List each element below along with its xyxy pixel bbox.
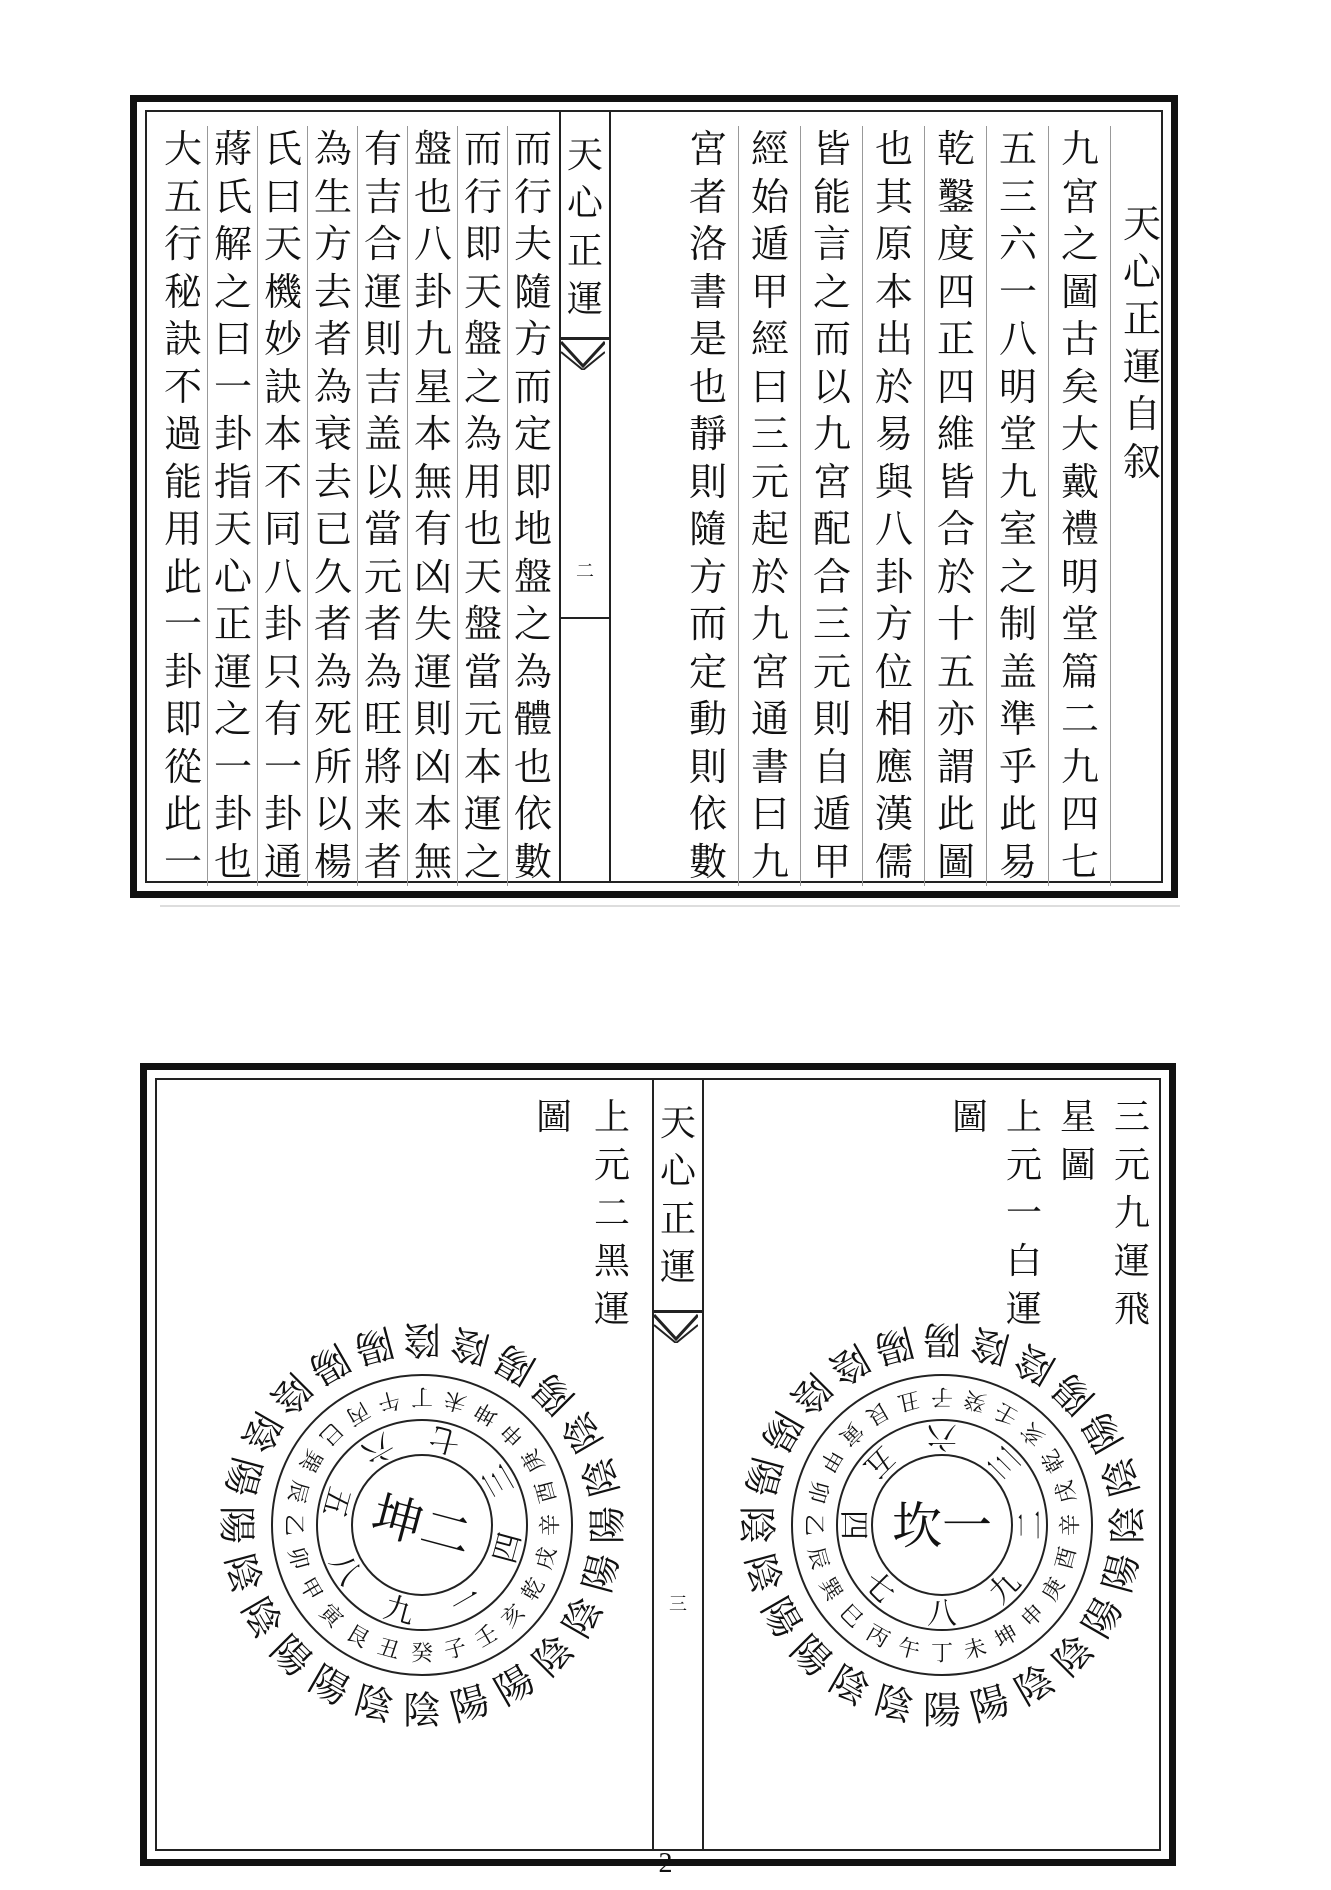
ring-yinyang-char: 陰	[232, 1404, 291, 1460]
ring-yinyang-char: 陽	[781, 1627, 840, 1686]
ring-stem-char: 辛	[538, 1513, 564, 1537]
ring-yinyang-char: 陽	[524, 1364, 583, 1423]
text-column: 三 元 九 運 飛	[1113, 1097, 1150, 1330]
ring-number: 一	[444, 1579, 489, 1625]
ring-stem-char: 未	[441, 1385, 470, 1416]
ring-yinyang-char: 陽	[752, 1590, 811, 1646]
ring-yinyang-char: 陽	[445, 1677, 495, 1731]
ring-stem-char: 巳	[314, 1417, 348, 1451]
ring-number: 三	[476, 1458, 522, 1503]
text-column: 也 其 原 本 出 於 易 與 八 卦 方 位 相 應 漢 儒	[874, 127, 913, 884]
ring-number: 四	[835, 1510, 871, 1540]
ring-yinyang-char: 陰	[821, 1335, 877, 1394]
ring-yinyang-char: 陰	[781, 1364, 840, 1423]
ring-yinyang-char: 陰	[574, 1452, 628, 1502]
column-rule	[800, 126, 801, 886]
ring-yinyang-char: 陽	[922, 1317, 962, 1362]
text-column: 為 生 方 去 者 為 衰 去 已 久 者 為 死 所 以 楊	[313, 127, 352, 884]
text-column: 宮 者 洛 書 是 也 靜 則 隨 方 而 定 動 則 依 數	[688, 127, 727, 884]
column-rule	[1110, 126, 1111, 886]
ring-stem-char: 艮	[861, 1396, 894, 1430]
ring-stem-char: 巽	[293, 1444, 327, 1477]
ring-number: 九	[981, 1564, 1028, 1611]
ring-stem-char: 午	[894, 1634, 923, 1665]
text-column: 而 行 夫 隨 方 而 定 即 地 盤 之 為 體 也 依 數	[513, 127, 552, 884]
text-column: 氏 曰 天 機 妙 訣 本 不 同 八 卦 只 有 一 卦 通	[263, 127, 302, 884]
ring-stem-char: 庚	[1037, 1573, 1071, 1606]
ring-yinyang-char: 陰	[1094, 1452, 1148, 1502]
ring-number: 九	[379, 1590, 418, 1632]
scan-shadow	[160, 905, 1180, 907]
running-title: 天 心 正 運	[659, 1103, 696, 1288]
ring-stem-char: 卯	[282, 1544, 313, 1573]
ring-stem-char: 寅	[834, 1417, 868, 1451]
ring-yinyang-char: 陰	[1044, 1627, 1103, 1686]
folio: 二	[576, 561, 594, 582]
ring-stem-char: 丁	[410, 1383, 434, 1409]
column-rule	[924, 126, 925, 886]
text-column: 天 心 正 運 自 叙	[1122, 202, 1161, 484]
ring-number: 四	[487, 1529, 529, 1568]
page-number: 2	[658, 1848, 673, 1879]
ring-stem-char: 丑	[894, 1385, 923, 1416]
text-column: 星 圖	[1059, 1097, 1096, 1186]
ring-yinyang-char: 陰	[402, 1688, 442, 1733]
bottom-center-strip	[652, 1080, 704, 1849]
ring-number: 七	[856, 1564, 903, 1611]
center-palace-label: 坎一	[892, 1497, 992, 1555]
ring-stem-char: 亥	[496, 1599, 530, 1633]
ring-stem-char: 辰	[282, 1477, 313, 1506]
ring-stem-char: 戌	[531, 1544, 562, 1573]
ring-yinyang-char: 陰	[1007, 1335, 1063, 1394]
ring-stem-char: 乙	[280, 1513, 306, 1537]
ring-yinyang-char: 陰	[736, 1548, 790, 1598]
ring-number: 六	[355, 1425, 400, 1471]
ring-yinyang-char: 陽	[922, 1688, 962, 1733]
text-column: 大 五 行 秘 訣 不 過 能 用 此 一 卦 即 從 此 一	[163, 127, 202, 884]
column-rule	[457, 126, 458, 886]
ring-stem-char: 坤	[990, 1620, 1023, 1654]
ring-yinyang-char: 陽	[1073, 1404, 1132, 1460]
ring-number: 五	[315, 1482, 357, 1521]
ring-chart-svg	[187, 1290, 657, 1760]
text-column: 圖	[535, 1097, 572, 1138]
ring-stem-char: 甲	[293, 1573, 327, 1606]
ring-stem-char: 申	[496, 1417, 530, 1451]
ring-number: 八	[927, 1596, 957, 1632]
column-rule	[207, 126, 208, 886]
column-rule	[407, 126, 408, 886]
text-column: 九 宮 之 圖 古 矣 大 戴 禮 明 堂 篇 二 九 四 七	[1060, 127, 1099, 884]
ring-yinyang-char: 陽	[1073, 1590, 1132, 1646]
text-column: 乾 鑿 度 四 正 四 維 皆 合 於 十 五 亦 謂 此 圖	[936, 127, 975, 884]
ring-yinyang-char: 陽	[216, 1452, 270, 1502]
ring-stem-char: 未	[961, 1634, 990, 1665]
text-column: 有 吉 合 運 則 吉 盖 以 當 元 者 為 旺 將 来 者	[363, 127, 402, 884]
ring-number: 六	[927, 1418, 957, 1454]
ring-stem-char: 乙	[800, 1513, 826, 1537]
center-palace-label: 坤二	[365, 1485, 478, 1567]
text-column: 而 行 即 天 盤 之 為 用 也 天 盤 當 元 本 運 之	[463, 127, 502, 884]
ring-stem-char: 癸	[410, 1641, 434, 1667]
ring-chart-svg	[707, 1290, 1177, 1760]
ring-stem-char: 酉	[531, 1477, 562, 1506]
ring-yinyang-char: 陰	[553, 1404, 612, 1460]
bottom-page	[140, 1063, 1176, 1866]
ring-stem-char: 艮	[341, 1620, 374, 1654]
ring-stem-char: 酉	[1051, 1544, 1082, 1573]
text-column: 圖	[951, 1097, 988, 1138]
text-column: 蔣 氏 解 之 曰 一 卦 指 天 心 正 運 之 一 卦 也	[213, 127, 252, 884]
ring-yinyang-char: 陰	[734, 1505, 779, 1545]
ring-yinyang-char: 陽	[574, 1548, 628, 1598]
ring-yinyang-char: 陰	[965, 1319, 1015, 1373]
fishtail-mark	[561, 337, 609, 370]
ring-stem-char: 辛	[1058, 1513, 1084, 1537]
running-title: 天 心 正 運	[566, 135, 603, 320]
ring-yinyang-char: 陰	[821, 1656, 877, 1715]
ring-stem-char: 丁	[930, 1641, 954, 1667]
ring-yinyang-char: 陽	[736, 1452, 790, 1502]
ring-yinyang-char: 陽	[261, 1627, 320, 1686]
text-column: 上 元 一 白 運	[1005, 1097, 1042, 1330]
column-rule	[986, 126, 987, 886]
top-center-strip	[559, 112, 611, 881]
ring-yinyang-char: 陰	[232, 1590, 291, 1646]
ring-stem-char: 庚	[517, 1444, 551, 1477]
ring-yinyang-char: 陽	[1094, 1548, 1148, 1598]
ring-stem-char: 午	[374, 1385, 403, 1416]
ring-stem-char: 辰	[802, 1544, 833, 1573]
ring-yinyang-char: 陰	[261, 1364, 320, 1423]
ring-yinyang-char: 陽	[752, 1404, 811, 1460]
column-rule	[257, 126, 258, 886]
ring-stem-char: 戌	[1051, 1477, 1082, 1506]
ring-stem-char: 丙	[341, 1396, 374, 1430]
folio: 三	[669, 1594, 687, 1615]
ring-yinyang-char: 陰	[869, 1677, 919, 1731]
right-flying-star-chart	[707, 1290, 1177, 1760]
ring-yinyang-char: 陽	[487, 1656, 543, 1715]
ring-stem-char: 壬	[990, 1396, 1023, 1430]
column-rule	[738, 126, 739, 886]
top-left-text	[155, 126, 555, 886]
ring-stem-char: 丑	[374, 1634, 403, 1665]
column-rule	[307, 126, 308, 886]
ring-stem-char: 癸	[961, 1385, 990, 1416]
ring-number: 二	[1013, 1510, 1049, 1540]
ring-yinyang-char: 陰	[349, 1677, 399, 1731]
ring-stem-char: 申	[1016, 1599, 1050, 1633]
ring-stem-char: 寅	[314, 1599, 348, 1633]
ring-number: 八	[322, 1547, 368, 1592]
ring-yinyang-char: 陽	[349, 1319, 399, 1373]
ring-yinyang-char: 陰	[216, 1548, 270, 1598]
top-page-frame	[145, 110, 1163, 883]
ring-stem-char: 亥	[1016, 1417, 1050, 1451]
ring-yinyang-char: 陰	[402, 1317, 442, 1362]
ring-number: 五	[856, 1439, 903, 1486]
folio-rule	[561, 617, 609, 619]
ring-stem-char: 卯	[802, 1477, 833, 1506]
ring-yinyang-char: 陰	[553, 1590, 612, 1646]
ring-stem-char: 坤	[470, 1396, 503, 1430]
ring-stem-char: 壬	[470, 1620, 503, 1654]
ring-yinyang-char: 陰	[1007, 1656, 1063, 1715]
ring-stem-char: 巽	[813, 1573, 847, 1606]
fishtail-mark	[654, 1310, 702, 1343]
ring-stem-char: 乾	[1037, 1444, 1071, 1477]
left-flying-star-chart	[187, 1290, 657, 1760]
ring-yinyang-char: 陽	[869, 1319, 919, 1373]
column-rule	[507, 126, 508, 886]
ring-yinyang-char: 陽	[301, 1335, 357, 1394]
ring-yinyang-char: 陰	[524, 1627, 583, 1686]
column-rule	[1048, 126, 1049, 886]
text-column: 盤 也 八 卦 九 星 本 無 有 凶 失 運 則 凶 本 無	[413, 127, 452, 884]
ring-number: 三	[981, 1439, 1028, 1486]
text-column: 皆 能 言 之 而 以 九 宮 配 合 三 元 則 自 遁 甲	[812, 127, 851, 884]
ring-yinyang-char: 陽	[487, 1335, 543, 1394]
column-rule	[357, 126, 358, 886]
ring-stem-char: 子	[930, 1383, 954, 1409]
ring-stem-char: 子	[441, 1634, 470, 1665]
column-rule	[862, 126, 863, 886]
ring-yinyang-char: 陽	[1044, 1364, 1103, 1423]
bottom-page-frame	[155, 1078, 1161, 1851]
ring-stem-char: 丙	[861, 1620, 894, 1654]
ring-yinyang-char: 陽	[301, 1656, 357, 1715]
ring-yinyang-char: 陽	[965, 1677, 1015, 1731]
ring-yinyang-char: 陽	[214, 1505, 259, 1545]
ring-yinyang-char: 陰	[1105, 1505, 1150, 1545]
top-page	[130, 95, 1178, 898]
ring-stem-char: 巳	[834, 1599, 868, 1633]
top-right-text	[615, 126, 1170, 886]
text-column: 上 元 二 黑 運	[593, 1097, 630, 1330]
ring-yinyang-char: 陽	[585, 1505, 630, 1545]
text-column: 經 始 遁 甲 經 曰 三 元 起 於 九 宮 通 書 曰 九	[750, 127, 789, 884]
ring-yinyang-char: 陰	[445, 1319, 495, 1373]
ring-number: 七	[426, 1418, 465, 1460]
ring-stem-char: 甲	[813, 1444, 847, 1477]
ring-stem-char: 乾	[517, 1573, 551, 1606]
text-column: 五 三 六 一 八 明 堂 九 室 之 制 盖 準 乎 此 易	[998, 127, 1037, 884]
